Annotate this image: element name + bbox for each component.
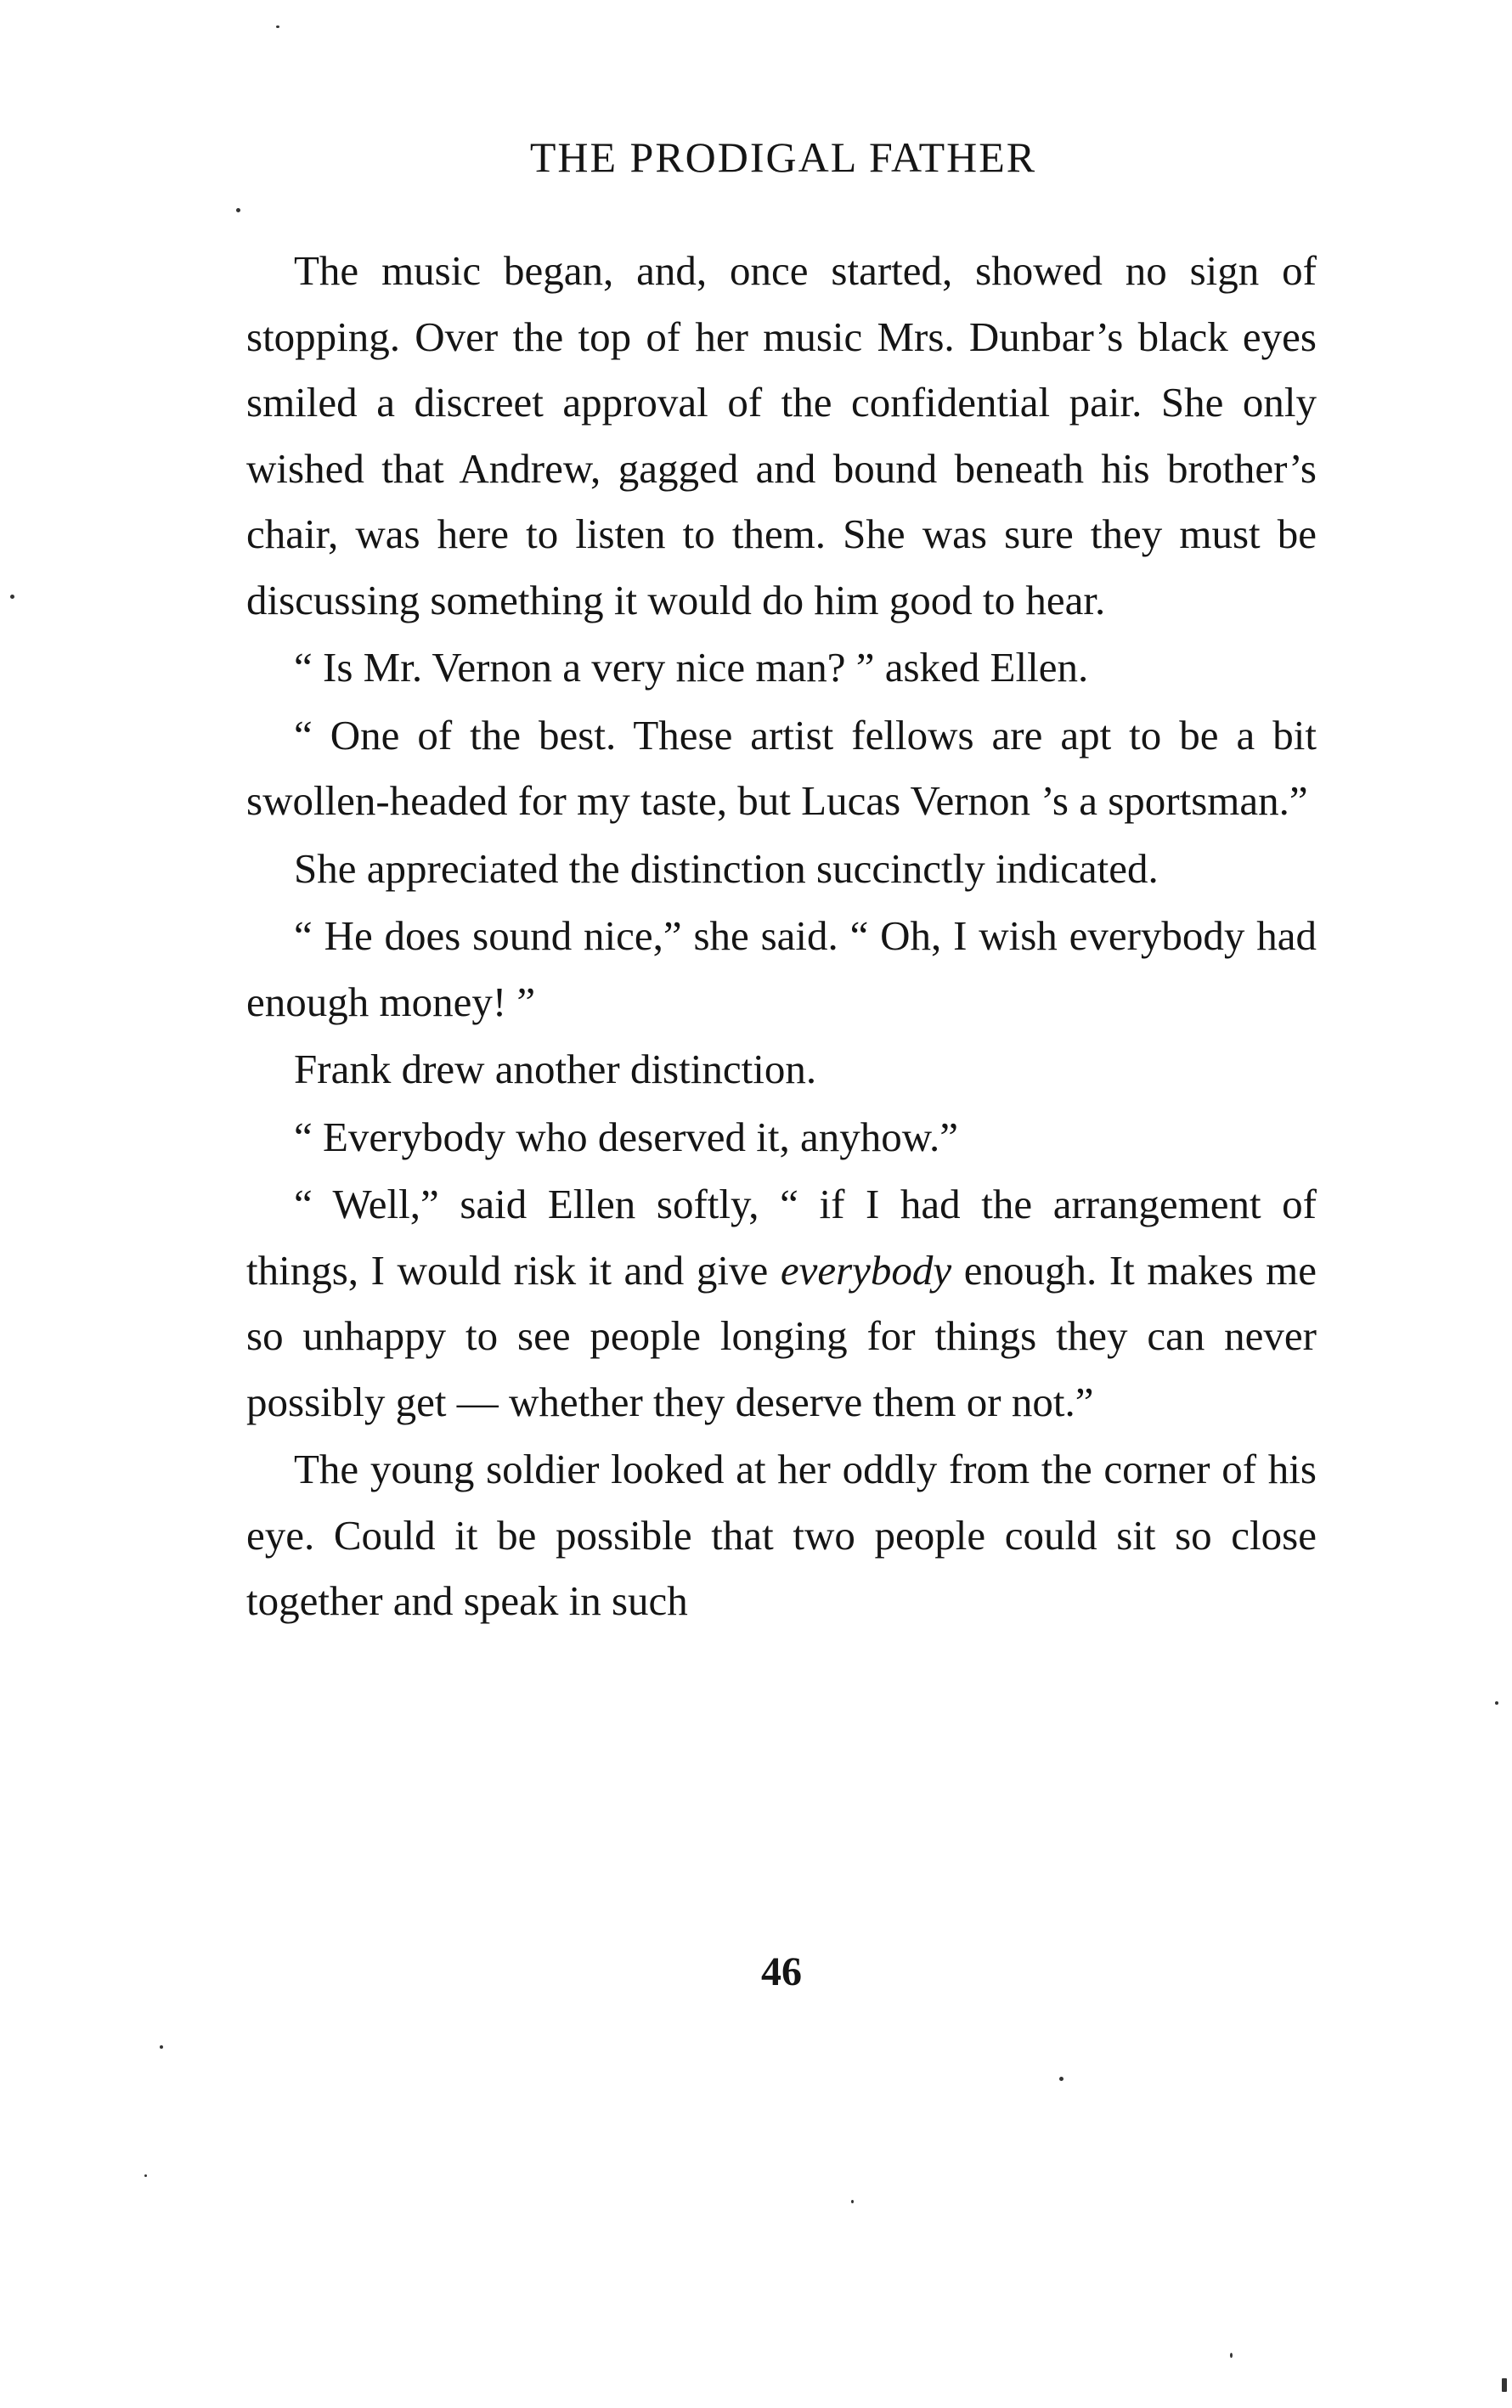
paragraph-5: “ He does sound nice,” she said. “ Oh, I wish everybody had enough money! ” bbox=[246, 912, 1317, 1025]
scan-speck bbox=[851, 2200, 854, 2203]
paragraph-1: The music began, and, once started, showed no sign of stopping. Over the top of her music Mrs. Dunbar’s black eyes smiled a discreet approval of the confidential pair. She only wished that Andrew, gagged and bound beneath his brother’s chair, was here to listen to them. She was sure they must be discussing something it would do him good to hear. bbox=[246, 247, 1317, 623]
paragraph-8-start: “ Well,” said Ellen softly, “ if I had the arrangement of things, I would risk it and give bbox=[246, 1181, 1317, 1294]
scan-speck bbox=[1495, 1701, 1498, 1705]
scan-speck bbox=[276, 25, 279, 28]
scan-speck bbox=[144, 2174, 147, 2177]
scan-speck bbox=[1502, 2378, 1507, 2392]
running-title: THE PRODIGAL FATHER bbox=[529, 133, 1037, 181]
scan-speck bbox=[1230, 2353, 1233, 2358]
body-text bbox=[246, 238, 1317, 1634]
scan-speck bbox=[1059, 2077, 1063, 2081]
paragraph-4: She appreciated the distinction succinctly indicated. bbox=[294, 844, 1159, 892]
scan-speck bbox=[160, 2045, 163, 2049]
paragraph-7: “ Everybody who deserved it, anyhow.” bbox=[294, 1113, 958, 1160]
paragraph-2: “ Is Mr. Vernon a very nice man? ” asked Ellen. bbox=[294, 644, 1089, 691]
paragraph-8-end: enough. It makes me so unhappy to see people longing for things they can never possibly get — whether they deserve them or not.” bbox=[246, 1246, 1317, 1425]
page-number: 46 bbox=[761, 1949, 802, 1994]
scan-speck bbox=[10, 595, 14, 599]
paragraph-8 bbox=[246, 1171, 1317, 1435]
paragraph-9: The young soldier looked at her oddly from the corner of his eye. Could it be possible that two people could sit so close together and speak in such bbox=[246, 1446, 1317, 1624]
italic-emphasis: everybody bbox=[780, 1246, 952, 1294]
paragraph-6: Frank drew another distinction. bbox=[294, 1046, 817, 1092]
paragraph-3: “ One of the best. These artist fellows are apt to be a bit swollen-headed for my taste, but Lucas Vernon ’s a sportsman.” bbox=[246, 711, 1317, 824]
scan-speck bbox=[236, 208, 240, 212]
